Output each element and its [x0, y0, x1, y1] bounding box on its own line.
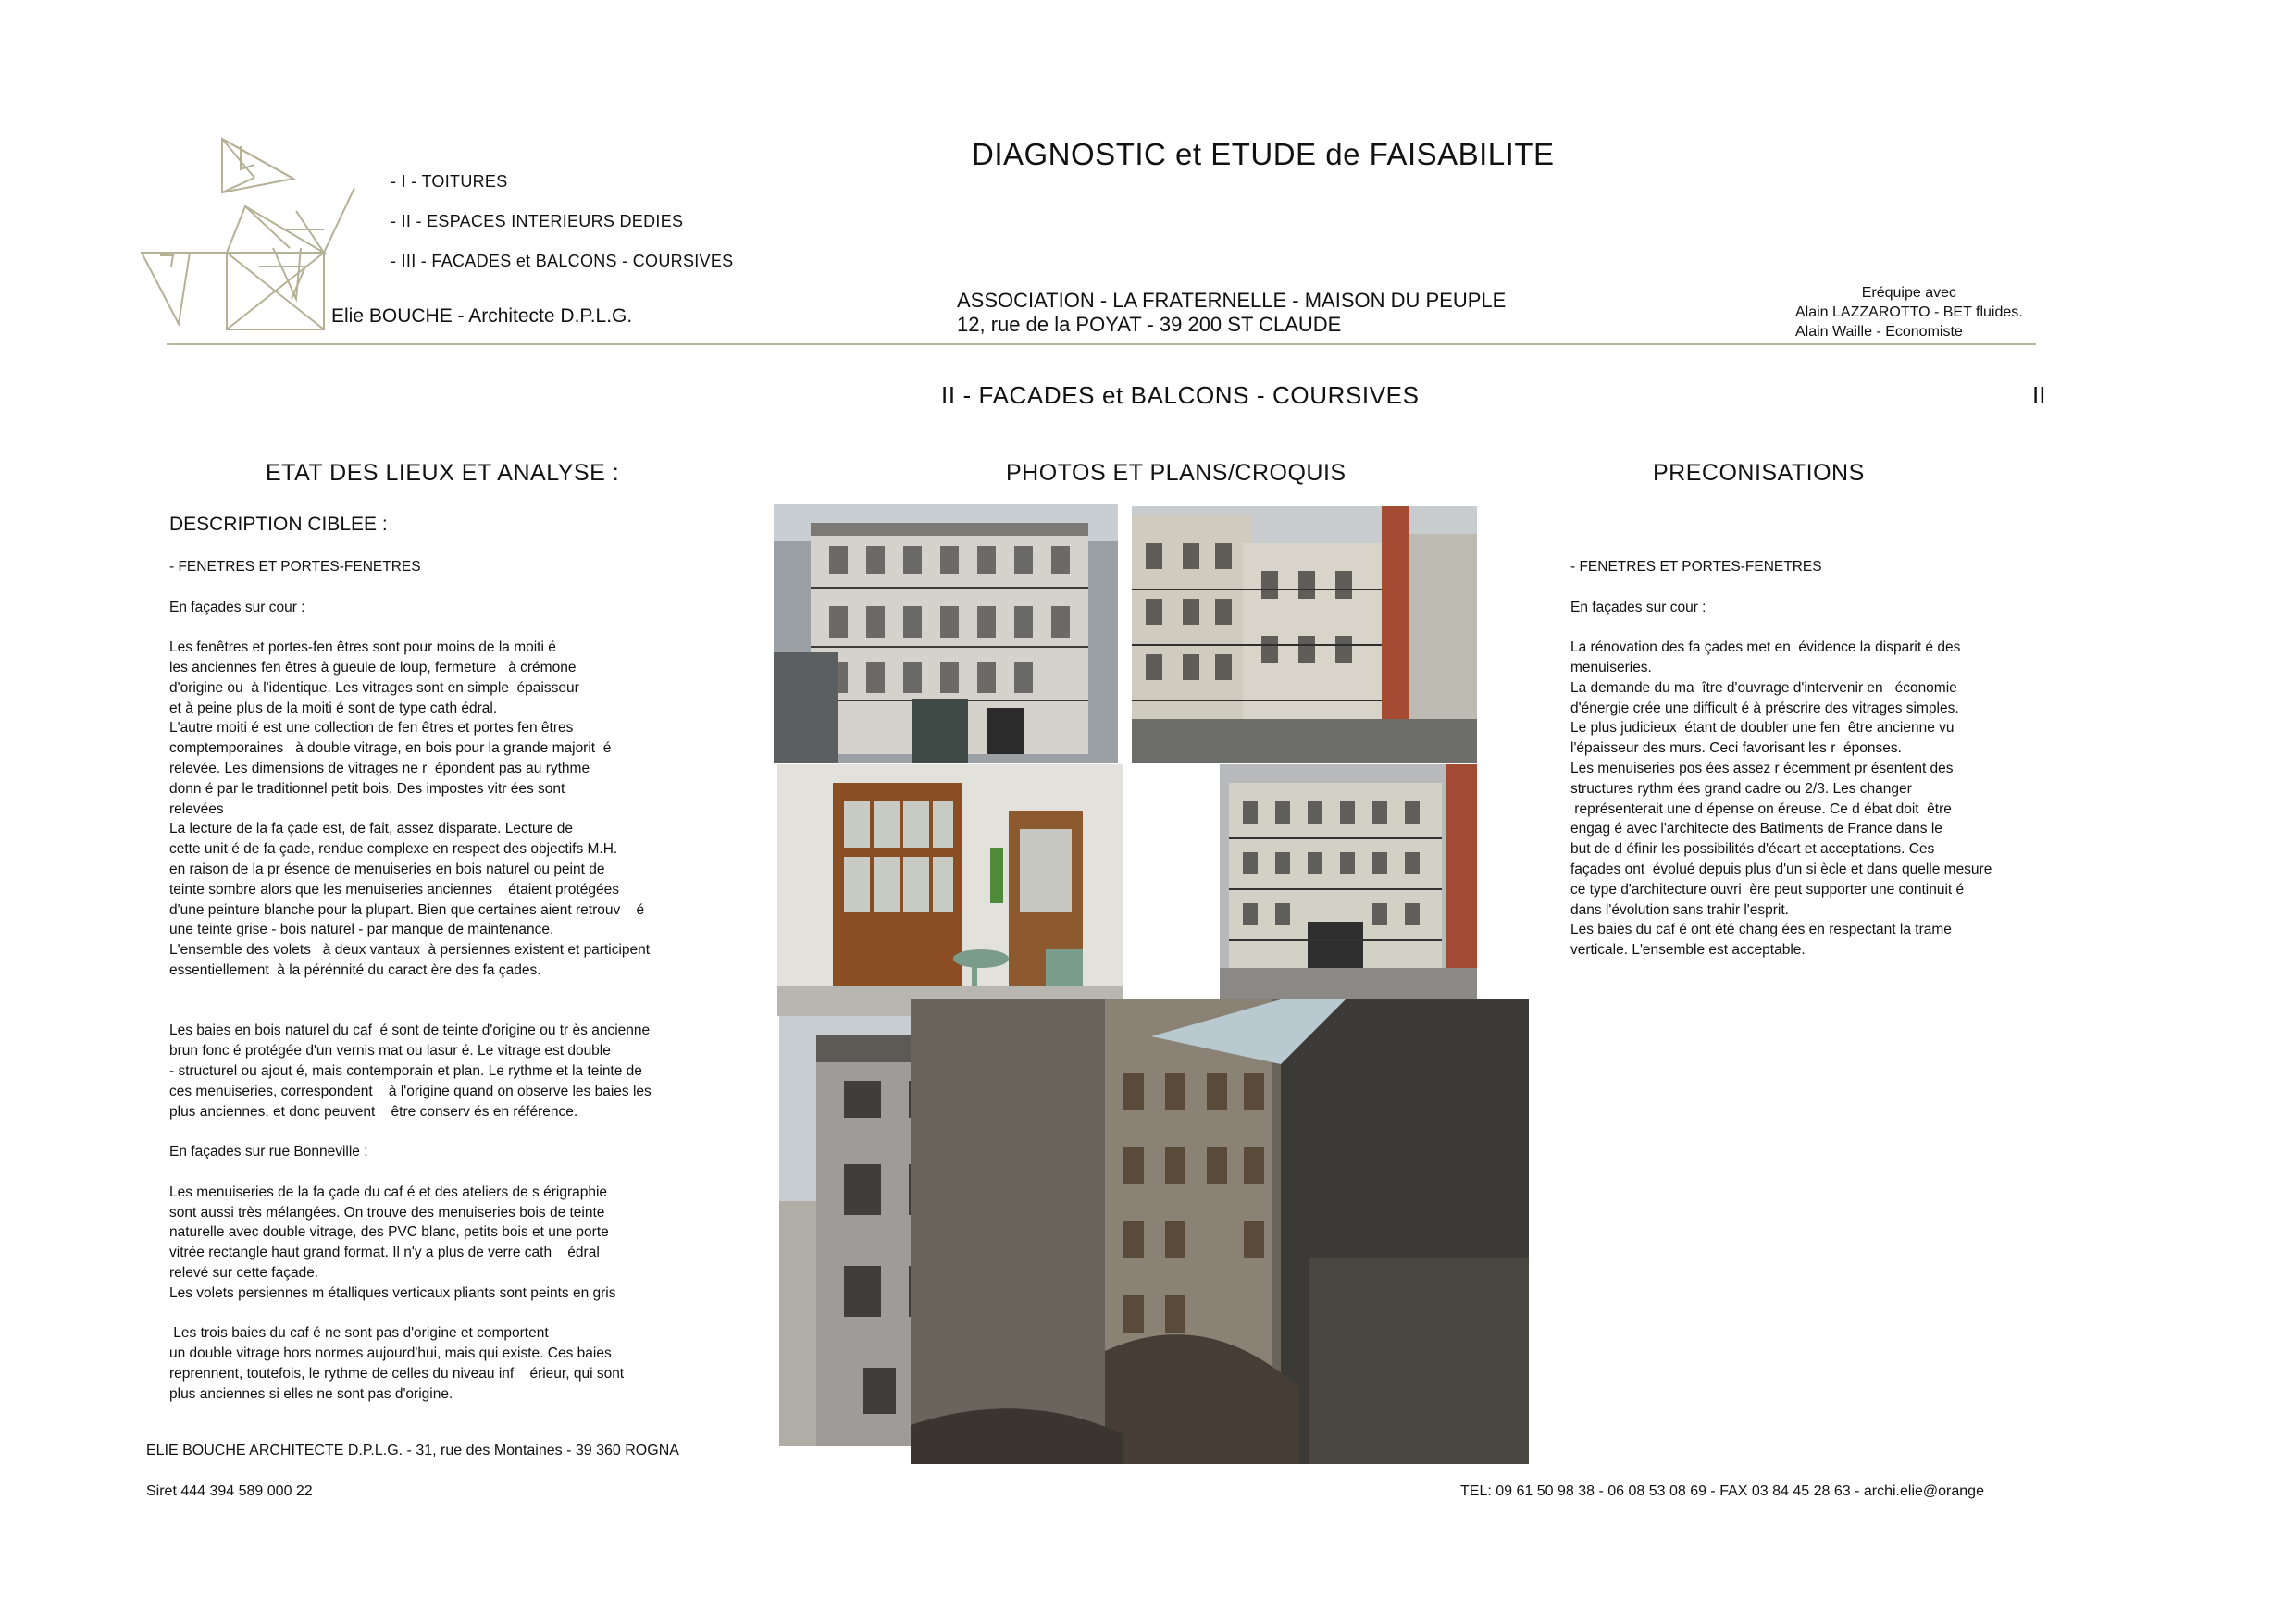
menu-item-facades: - III - FACADES et BALCONS - COURSIVES	[391, 252, 734, 270]
team-intro: Eréquipe avec	[1861, 285, 1956, 301]
header-divider	[167, 343, 2036, 345]
analysis-text: - FENETRES ET PORTES-FENETRES En façades sur cour : Les fenêtres et portes-fen êtres sont pour moins de la moiti é les anciennes fen êtres à gueule de loup, fermeture à crémone d'origine ou à l'identique. Les vitrages sont en simple épaisseur et à peine plus de la moiti é sont de type cath édral. L'autre moiti é est une collection de fen êtres et portes fen êtres comptemporaines à double vitrage, en bois pour la grande majorit é relevée. Les dimensions de vitrages ne r épondent pas au rythme donn é par le traditionnel petit bois. Des impostes vitr ées sont relevées La lecture de la fa çade est, de fait, assez disparate. Lecture de cette unit é de fa çade, rendue complexe en respect des objectifs M.H. en raison de la pr ésence de menuiseries en bois naturel ou peint de teinte sombre alors que les menuiseries anciennes étaient protégées d'une peinture blanche pour la plupart. Bien que certaines aient retrouv é une teinte grise - bois naturel - par manque de maintenance. L'ensemble des volets à deux vantaux à persiennes existent et participent essentiellement à la pérénnité du caract ère des fa çades. Les baies en bois naturel du caf é sont de teinte d'origine ou tr ès ancienne brun fonc é protégée d'un vernis mat ou lasur é. Le vitrage est double - structurel ou ajout é, mais contemporain et plan. Le rythme et la teinte de ces menuiseries, correspondent à l'origine quand on observe les baies les plus anciennes, et donc peuvent être conserv és en référence. En façades sur rue Bonneville : Les menuiseries de la fa çade du caf é et des ateliers de s érigraphie sont aussi très mélangées. On trouve des menuiseries bois de teinte naturelle avec double vitrage, des PVC blanc, petits bois et une porte vitrée rectangle haut grand format. Il n'y a plus de verre cath édral relevé sur cette façade. Les volets persiennes m étalliques verticaux pliants sont peints en gris Les trois baies du caf é ne sont pas d'origine et comportent un double vitrage hors normes aujourd'hui, mais qui existe. Ces baies reprennent, toutefois, le rythme de celles du niveau inf érieur, qui sont plus anciennes si elles ne sont pas d'origine.	[169, 559, 652, 1402]
footer-contact: TEL: 09 61 50 98 38 - 06 08 53 08 69 - FAX 03 84 45 28 63 - archi.elie@orange	[1460, 1483, 1984, 1499]
photo-courtyard-view-3	[1220, 764, 1477, 999]
photo-cafe-doors	[777, 764, 1123, 1016]
association-address: 12, rue de la POYAT - 39 200 ST CLAUDE	[957, 313, 1342, 336]
right-column-heading: PRECONISATIONS	[1653, 460, 1865, 486]
footer-office-address: ELIE BOUCHE ARCHITECTE D.P.L.G. - 31, rue des Montaines - 39 360 ROGNA	[146, 1443, 679, 1458]
recommendations-text: - FENETRES ET PORTES-FENETRES En façades sur cour : La rénovation des fa çades met en évidence la disparit é des menuiseries. La demande du ma ître d'ouvrage d'intervenir en économie d'énergie crée une difficult é à préscrire des vitrages simples. Le plus judicieux étant de doubler une fen être ancienne vu l'épaisseur des murs. Ceci favorisant les r éponses. Les menuiseries pos ées assez r écemment pr ésentent des structures rythm ées grand cadre ou 2/3. Les changer représenterait une d épense on éreuse. Ce d ébat doit être engag é avec l'architecte des Batiments de France dans le but de d éfinir les possibilités d'écart et acceptations. Ces façades ont évolué depuis plus d'un si ècle et dans quelle mesure ce type d'architecture ouvri ère peut supporter une continuit é dans l'évolution sans trahir l'esprit. Les baies du caf é ont été chang ées en respectant la trame verticale. L'ensemble est acceptable.	[1570, 559, 1992, 959]
section-title: II - FACADES et BALCONS - COURSIVES	[941, 381, 1420, 409]
team-member-2: Alain Waille - Economiste	[1795, 324, 1963, 340]
photo-rear-facade-hillside	[911, 999, 1529, 1464]
section-number: II	[2032, 381, 2046, 409]
association-block	[957, 289, 1506, 337]
photo-courtyard-view-1	[774, 504, 1118, 763]
team-member-1: Alain LAZZAROTTO - BET fluides.	[1795, 304, 2023, 320]
photo-courtyard-view-2	[1132, 506, 1477, 763]
team-block	[1795, 283, 2023, 341]
left-column-heading: ETAT DES LIEUX ET ANALYSE :	[266, 460, 620, 486]
menu-item-toitures: - I - TOITURES	[391, 172, 508, 191]
document-title: DIAGNOSTIC et ETUDE de FAISABILITE	[972, 137, 1555, 171]
middle-column-heading: PHOTOS ET PLANS/CROQUIS	[1006, 460, 1347, 486]
footer-siret: Siret 444 394 589 000 22	[146, 1483, 313, 1499]
menu-item-espaces-interieurs: - II - ESPACES INTERIEURS DEDIES	[391, 212, 684, 230]
association-name: ASSOCIATION - LA FRATERNELLE - MAISON DU PEUPLE	[957, 289, 1507, 312]
architect-name: Elie BOUCHE - Architecte D.P.L.G.	[331, 305, 633, 327]
description-subheading: DESCRIPTION CIBLEE :	[169, 514, 388, 535]
